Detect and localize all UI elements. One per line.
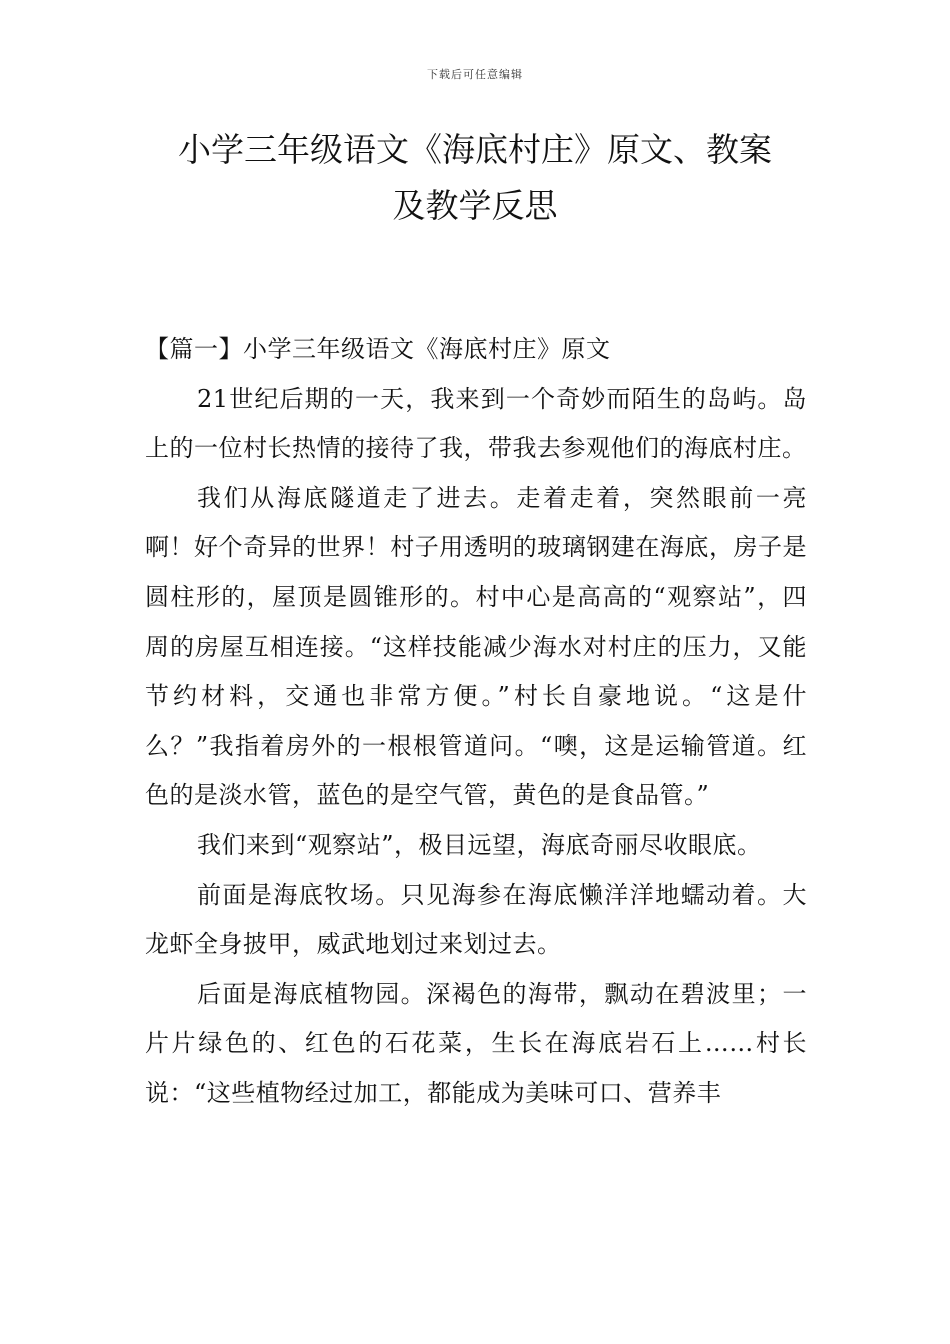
title-line: 及教学反思 — [392, 186, 558, 225]
paragraph: 21世纪后期的一天，我来到一个奇妙而陌生的岛屿。岛上的一位村长热情的接待了我，带我去参观他们的海底村庄。 — [145, 384, 807, 463]
title-line: 小学三年级语文《海底村庄》原文、教案 — [178, 130, 772, 169]
paragraph: 我们来到“观察站”，极目远望，海底奇丽尽收眼底。 — [197, 830, 762, 859]
paragraph: 后面是海底植物园。深褐色的海带，飘动在碧波里；一片片绿色的、红色的石花菜，生长在海底岩石上……村长说：“这些植物经过加工，都能成为美味可口、营养丰 — [145, 979, 807, 1107]
paragraph: 我们从海底隧道走了进去。走着走着，突然眼前一亮啊！好个奇异的世界！村子用透明的玻璃钢建在海底，房子是圆柱形的，屋顶是圆锥形的。村中心是高高的“观察站”，四周的房屋互相连接。“这样技能减少海水对村庄的压力，又能节约材料，交通也非常方便。”村长自豪地说。“这是什么？”我指着房外的一根根管道问。“噢，这是运输管道。红色的是淡水管，蓝色的是空气管，黄色的是食品管。” — [145, 483, 807, 810]
document-body — [145, 325, 807, 1119]
section-heading: 【篇一】小学三年级语文《海底村庄》原文 — [145, 335, 611, 363]
document-title — [145, 122, 805, 234]
header-note: 下载后可任意编辑 — [427, 68, 523, 81]
paragraph: 前面是海底牧场。只见海参在海底懒洋洋地蠕动着。大龙虾全身披甲，威武地划过来划过去。 — [145, 880, 807, 959]
